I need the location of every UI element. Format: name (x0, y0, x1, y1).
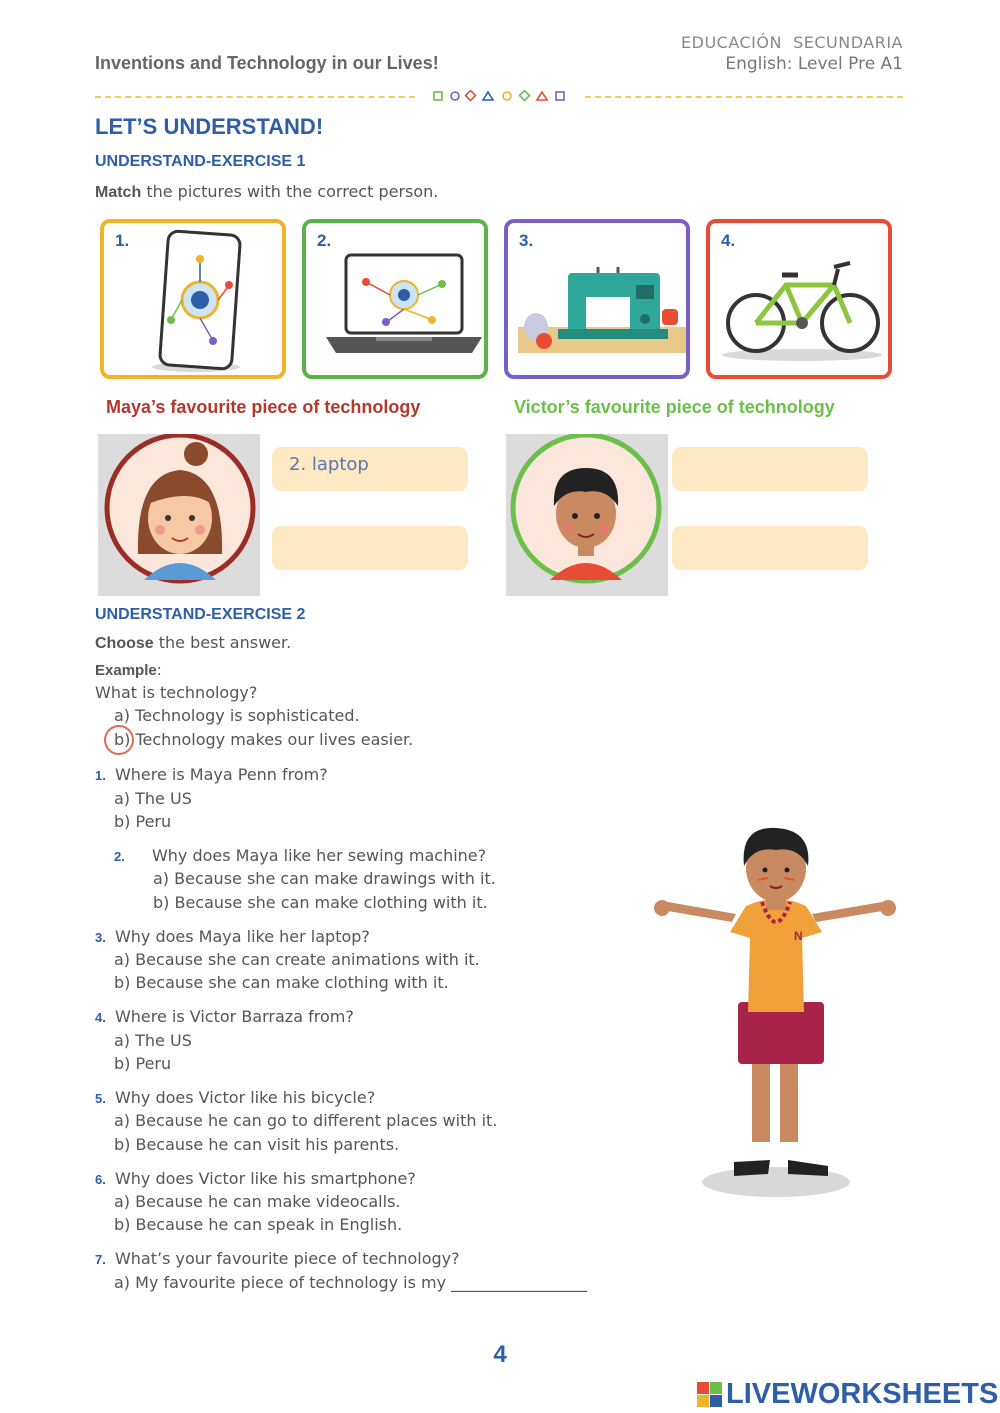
liveworksheets-logo[interactable] (697, 1379, 998, 1409)
picture-number: 1. (115, 231, 130, 250)
logo-tile-icon (697, 1382, 709, 1394)
logo-tile-icon (697, 1395, 709, 1407)
picture-card-1[interactable] (100, 219, 286, 379)
question-number: 5. (95, 1091, 106, 1106)
question-number: 6. (95, 1172, 106, 1187)
question-number: 7. (95, 1252, 106, 1267)
question-5 (95, 1088, 375, 1107)
decorative-shapes-icon (432, 90, 568, 102)
logo-mark-icon (697, 1382, 722, 1407)
example-option-b: b) Technology makes our lives easier. (114, 730, 414, 749)
q4-option-a[interactable]: a) The US (114, 1031, 192, 1050)
question-text: Where is Victor Barraza from? (114, 1007, 354, 1026)
maya-caption: Maya’s favourite piece of technology (106, 397, 421, 417)
q6-option-b[interactable]: b) Because he can speak in English. (114, 1215, 403, 1234)
header-divider-right (585, 96, 903, 98)
q3-option-a[interactable]: a) Because she can create animations with it. (114, 950, 480, 969)
boy-illustration (652, 822, 897, 1202)
laptop-icon (306, 223, 484, 375)
q2-option-b[interactable]: b) Because she can make clothing with it. (153, 893, 488, 912)
question-2 (114, 846, 486, 865)
question-7 (95, 1249, 460, 1268)
maya-answer-field-2[interactable] (272, 526, 468, 570)
q7-answer-line[interactable]: a) My favourite piece of technology is my _________________ (114, 1273, 588, 1292)
picture-card-3[interactable] (504, 219, 690, 379)
question-1 (95, 765, 328, 784)
picture-number: 4. (721, 231, 736, 250)
instruction-text: the pictures with the correct person. (141, 182, 439, 201)
sewing-machine-icon (508, 223, 686, 375)
brand-name: LIVEWORKSHEETS (726, 1377, 999, 1410)
question-number: 4. (95, 1010, 106, 1025)
question-text: Where is Maya Penn from? (114, 765, 328, 784)
question-3 (95, 927, 370, 946)
question-text: Why does Victor like his smartphone? (114, 1169, 416, 1188)
document-title: Inventions and Technology in our Lives! (95, 53, 439, 73)
maya-answer-field-1[interactable]: 2. laptop (272, 447, 468, 491)
section-title: LET’S UNDERSTAND! (95, 114, 324, 139)
example-colon: : (156, 661, 162, 679)
example-option-a: a) Technology is sophisticated. (114, 706, 360, 725)
question-number: 1. (95, 768, 106, 783)
question-text: Why does Victor like his bicycle? (114, 1088, 376, 1107)
victor-answer-field-1[interactable] (672, 447, 868, 491)
victor-caption: Victor’s favourite piece of technology (514, 397, 835, 417)
q1-option-b[interactable]: b) Peru (114, 812, 172, 831)
victor-avatar (506, 434, 668, 596)
q1-option-a[interactable]: a) The US (114, 789, 192, 808)
q2-option-a[interactable]: a) Because she can make drawings with it. (153, 869, 496, 888)
picture-number: 3. (519, 231, 534, 250)
level-line-2: English: Level Pre A1 (725, 54, 903, 74)
question-number: 2. (114, 849, 125, 864)
exercise-1-title: UNDERSTAND-EXERCISE 1 (95, 153, 306, 170)
picture-card-4[interactable] (706, 219, 892, 379)
question-6 (95, 1169, 416, 1188)
q3-option-b[interactable]: b) Because she can make clothing with it. (114, 973, 449, 992)
logo-tile-icon (710, 1382, 722, 1394)
svg-text:N: N (794, 929, 803, 943)
page-number: 4 (493, 1341, 507, 1368)
instruction-verb: Choose (95, 635, 154, 652)
example-question: What is technology? (95, 683, 258, 702)
picture-number: 2. (317, 231, 332, 250)
q5-option-a[interactable]: a) Because he can go to different places with it. (114, 1111, 498, 1130)
question-text: Why does Maya like her sewing machine? (151, 846, 487, 865)
exercise-1-instruction (95, 182, 438, 202)
q4-option-b[interactable]: b) Peru (114, 1054, 172, 1073)
bicycle-icon (710, 223, 888, 375)
exercise-2-instruction (95, 633, 291, 653)
q5-option-b[interactable]: b) Because he can visit his parents. (114, 1135, 400, 1154)
smartphone-icon (104, 223, 282, 375)
example-label (95, 661, 162, 679)
question-text: What’s your favourite piece of technology? (114, 1249, 460, 1268)
victor-answer-field-2[interactable] (672, 526, 868, 570)
example-label-text: Example (95, 662, 157, 679)
exercise-2-title: UNDERSTAND-EXERCISE 2 (95, 606, 306, 623)
logo-tile-icon (710, 1395, 722, 1407)
header-divider-left (95, 96, 415, 98)
instruction-text: the best answer. (153, 633, 292, 652)
maya-avatar (98, 434, 260, 596)
q6-option-a[interactable]: a) Because he can make videocalls. (114, 1192, 401, 1211)
instruction-verb: Match (95, 184, 142, 201)
level-line-1: EDUCACIÓN SECUNDARIA (681, 33, 903, 52)
picture-card-2[interactable] (302, 219, 488, 379)
question-4 (95, 1007, 354, 1026)
question-number: 3. (95, 930, 106, 945)
question-text: Why does Maya like her laptop? (114, 927, 370, 946)
